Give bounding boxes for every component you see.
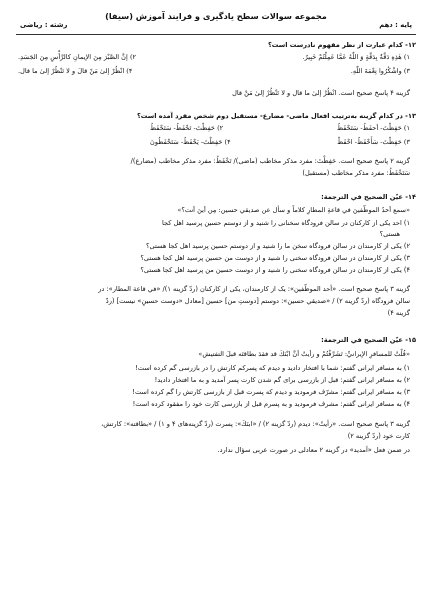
q12-question: ۱۲- کدام عبارت از نظر مفهوم نادرست است؟ — [267, 41, 416, 49]
q13-option-3: ۳) حَفِظْتَ- سَأَحْفَظُ- احْفَظْ — [337, 138, 410, 146]
q12-option-2: ۲) إنَّ الصَّبْرَ مِنَ الإيمانِ كالرَّأْسِ مِنَ الجَسَدِ. — [18, 53, 137, 61]
header-title: مجموعه سوالات سطح یادگیری و فرایند آموزش (سیفا) — [105, 11, 327, 21]
q14-option-1: ۱) احد یکی از کارکنان در سالن فرودگاه سخنانی را شنید و از دوستم حسین پرسید اهل کجا — [161, 219, 410, 227]
q13-answer-line-2: سَتَحْفَظُ: مفرد مذکر مخاطب (مستقبل) — [302, 169, 410, 177]
q14-answer-line-2: سالن فرودگاه (ردّ گزینه ۲) / «صديقي حسين»: دوستم [دوستِ من] حسین [معادل «دوست حسینِ» نیست] (ردّ — [105, 297, 410, 305]
q14-question: ۱۴- عیّن الصحيح في الترجمة: — [321, 193, 416, 201]
header-field: رشته : ریاضی — [20, 21, 68, 29]
q14-option-4: ۴) یکی از کارمندان در سالن فرودگاه سخنی را شنید و از دوست حسین من پرسید اهل کجا هستی؟ — [140, 266, 410, 274]
q15-answer-line-1: گزینه ۳ پاسخ صحیح است. «رأيتُ»: دیدم (ردّ گزینه ۲) / «ابنَكَ»: پسرت (ردّ گزینه‌های ۴ و ۱) / «بطاقته»: کارتش، — [101, 420, 410, 428]
q12-option-3: ۳) واشْكُرُوا نِعْمَةَ اللّٰهِ. — [350, 67, 410, 75]
q13-option-1: ۱) حَفِظْتَ- أحفَظُ- سَتَحْفَظُ — [336, 124, 410, 132]
q15-question: ۱۵- عیّن الصحيح في الترجمة: — [321, 336, 416, 344]
q14-answer-line-3: گزینه ۴) — [387, 309, 410, 317]
q15-option-1: ۱) به مسافر ایرانی گفتم: شما با افتخار دادید و دیدم که پسرکم کارتش را در بازرسی گم کرده است! — [135, 364, 410, 372]
page-header — [16, 8, 416, 35]
q12-answer: گزینه ۴ پاسخ صحیح است. انْظُرْ إلىٰ ما قال و لا تَنْظُرْ إلىٰ مَنْ قال — [232, 89, 410, 97]
q14-option-1-cont: هستی؟ — [379, 230, 400, 238]
q13-option-4: ۴) حَفِظْتَ- يَحْفَظُ- سَتَحْفَظُونَ — [150, 138, 231, 146]
q15-answer-line-2: کارت خود (ردّ گزینه ۲) — [347, 432, 410, 440]
header-grade: پایه : دهم — [379, 21, 412, 29]
q15-option-2: ۲) به مسافر ایرانی گفتم: قبل از بازرسی برای گم شدن کارت پسر آمدید و به ما افتخار دادید! — [154, 376, 410, 384]
q13-answer-line-1: گزینه ۲ پاسخ صحیح است. حَفِظْتَ: مفرد مذکر مخاطب (ماضی)/ تَحْفَظُ: مفرد مذکر مخاطب (مضارع)/ — [130, 157, 410, 165]
q14-sentence: «سمع أحدُ الموظّفينَ في قاعةِ المطارِ كلاماً و سأل عن صديقي حسين: مِن أينَ أنت؟» — [177, 206, 410, 214]
q15-sentence: «قُلْتُ للمسافرِ الإيرانيِّ: تَشَرَّفْتُمْ و رأيتُ أنَّ ابْنَكَ قد فقدَ بطاقتَه قبلَ التفتيش» — [198, 350, 410, 358]
q14-option-2: ۲) یکی از کارمندان در سالن فرودگاه سخن ما را شنید و از دوستم حسین پرسید اهل کجا هستی؟ — [145, 242, 410, 250]
q13-option-2: ۲) حَفِظْتَ- تَحْفَظُ- سَتَحْفَظُ — [150, 124, 224, 132]
q14-answer-line-1: گزینه ۳ پاسخ صحیح است. «أحد الموظّفين»: یک از کارمندان، یکی از کارکنان (ردّ گزینه ۱)/ «في قاعة المطار»: در — [98, 285, 410, 293]
q14-option-3: ۳) یکی از کارمندان در سالن فرودگاه سخنی را شنید و از دوست من حسین پرسید اهل کجا هستی؟ — [140, 254, 410, 262]
q12-option-1: ۱) هٰذِهِ دَقَّةٌ بِدَقَّةٍ وَ اللّٰهُ عَمَّا عَمِلْتُمْ خَبِيرٌ. — [302, 53, 410, 61]
q12-option-4: ۴) انْظُرْ إلىٰ مَنْ قالَ و لا تَنْظُرْ إلىٰ ما قال. — [18, 67, 133, 75]
q15-answer-line-3: در ضمن فعل «آمدید» در گزینه ۲ معادلی در صورت عربی سؤال ندارد. — [217, 446, 410, 454]
q13-question: ۱۳- در کدام گزینه به‌ترتیب افعال ماضی- مضارع- مستقبل دوم شخص مفرد آمده است؟ — [136, 112, 416, 120]
q15-option-4: ۴) به مسافر ایرانی گفتم: مشرف فرمودید و به پسرم قبل از بازرسی کارت خود را مفقود کرده است! — [132, 400, 410, 408]
q15-option-3: ۳) به مسافر ایرانی گفتم: مشرّف فرمودید و دیدم که پسرت قبل از بازرسی کارتش را گم کرده است! — [132, 388, 410, 396]
